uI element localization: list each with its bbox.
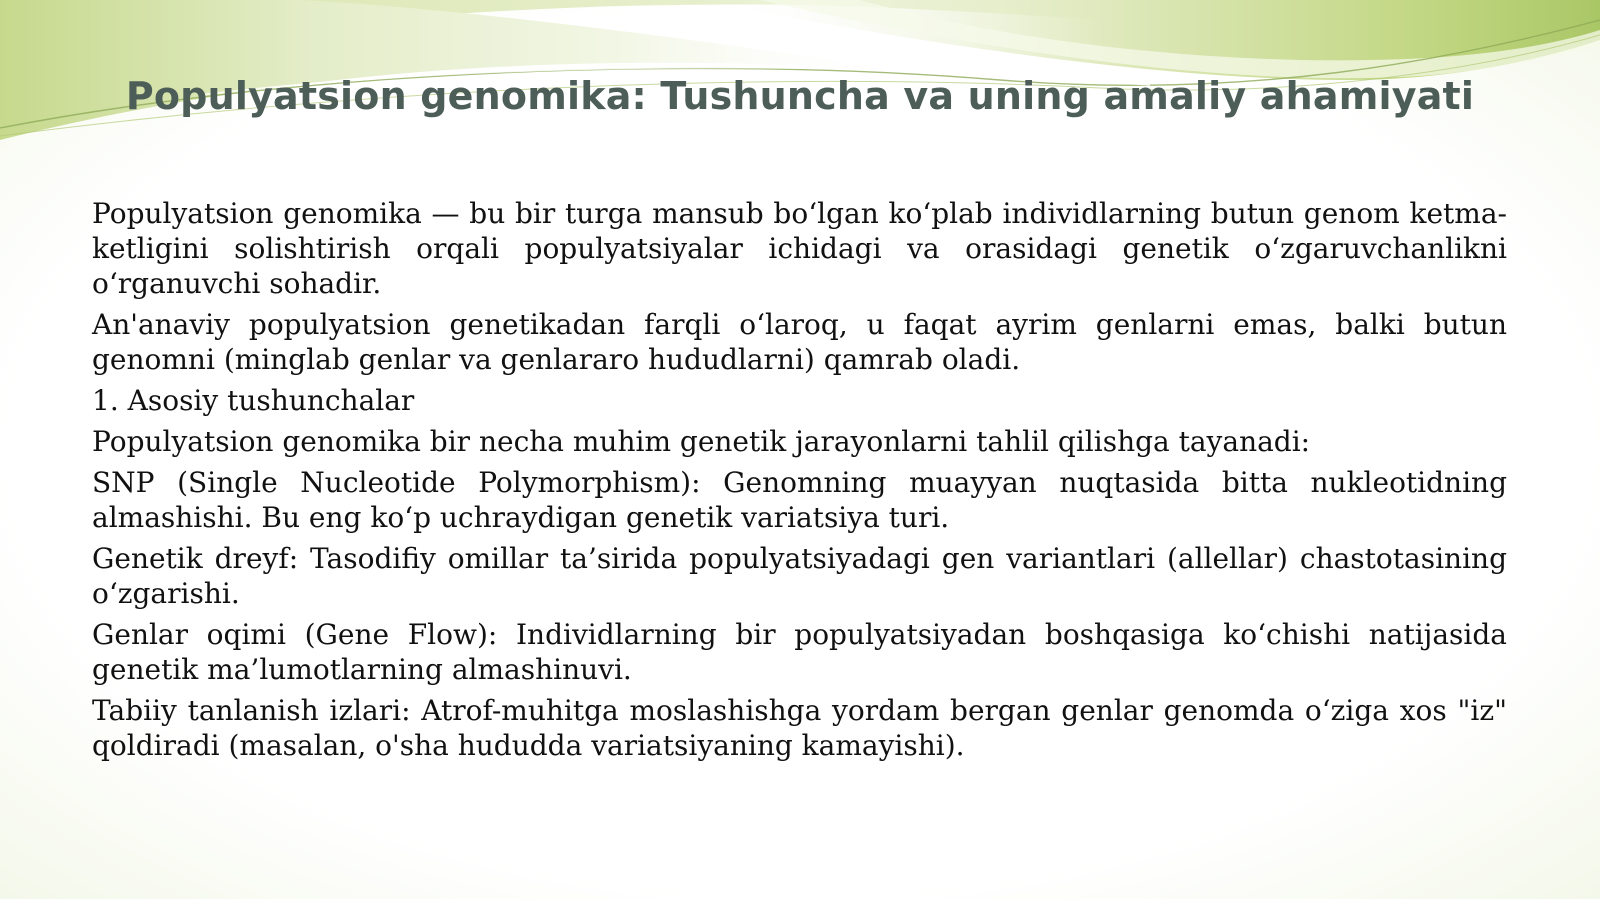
paragraph-snp: SNP (Single Nucleotide Polymorphism): Genomning muayyan nuqtasida bitta nukleotidning almashishi. Bu eng ko‘p uchraydigan genetik variatsiya turi. bbox=[92, 466, 1507, 534]
paragraph-gene-flow: Genlar oqimi (Gene Flow): Individlarning bir populyatsiyadan boshqasiga ko‘chishi natijasida genetik ma’lumotlarning almashinuvi. bbox=[92, 618, 1507, 686]
paragraph-definition: Populyatsion genomika — bu bir turga mansub bo‘lgan ko‘plab individlarning butun genom ketma-ketligini solishtirish orqali populyatsiyalar ichidagi va orasidagi genetik o‘zgaruvchanlikni o‘rganuvchi sohadir. bbox=[92, 197, 1507, 300]
paragraph-natural-selection: Tabiiy tanlanish izlari: Atrof-muhitga moslashishga yordam bergan genlar genomda o‘ziga xos "iz" qoldiradi (masalan, o'sha hududda variatsiyaning kamayishi). bbox=[92, 694, 1507, 762]
paragraph-genetic-drift: Genetik dreyf: Tasodifiy omillar ta’sirida populyatsiyadagi gen variantlari (allellar) chastotasining o‘zgarishi. bbox=[92, 542, 1507, 610]
paragraph-comparison: An'anaviy populyatsion genetikadan farqli o‘laroq, u faqat ayrim genlarni emas, balki butun genomni (minglab genlar va genlararo hududlarni) qamrab oladi. bbox=[92, 308, 1507, 376]
slide-title: Populyatsion genomika: Tushuncha va uning amaliy ahamiyati bbox=[125, 74, 1475, 118]
paragraph-intro: Populyatsion genomika bir necha muhim genetik jarayonlarni tahlil qilishga tayanadi: bbox=[92, 425, 1311, 458]
slide-body bbox=[92, 196, 1507, 769]
section-heading: 1. Asosiy tushunchalar bbox=[92, 384, 415, 417]
